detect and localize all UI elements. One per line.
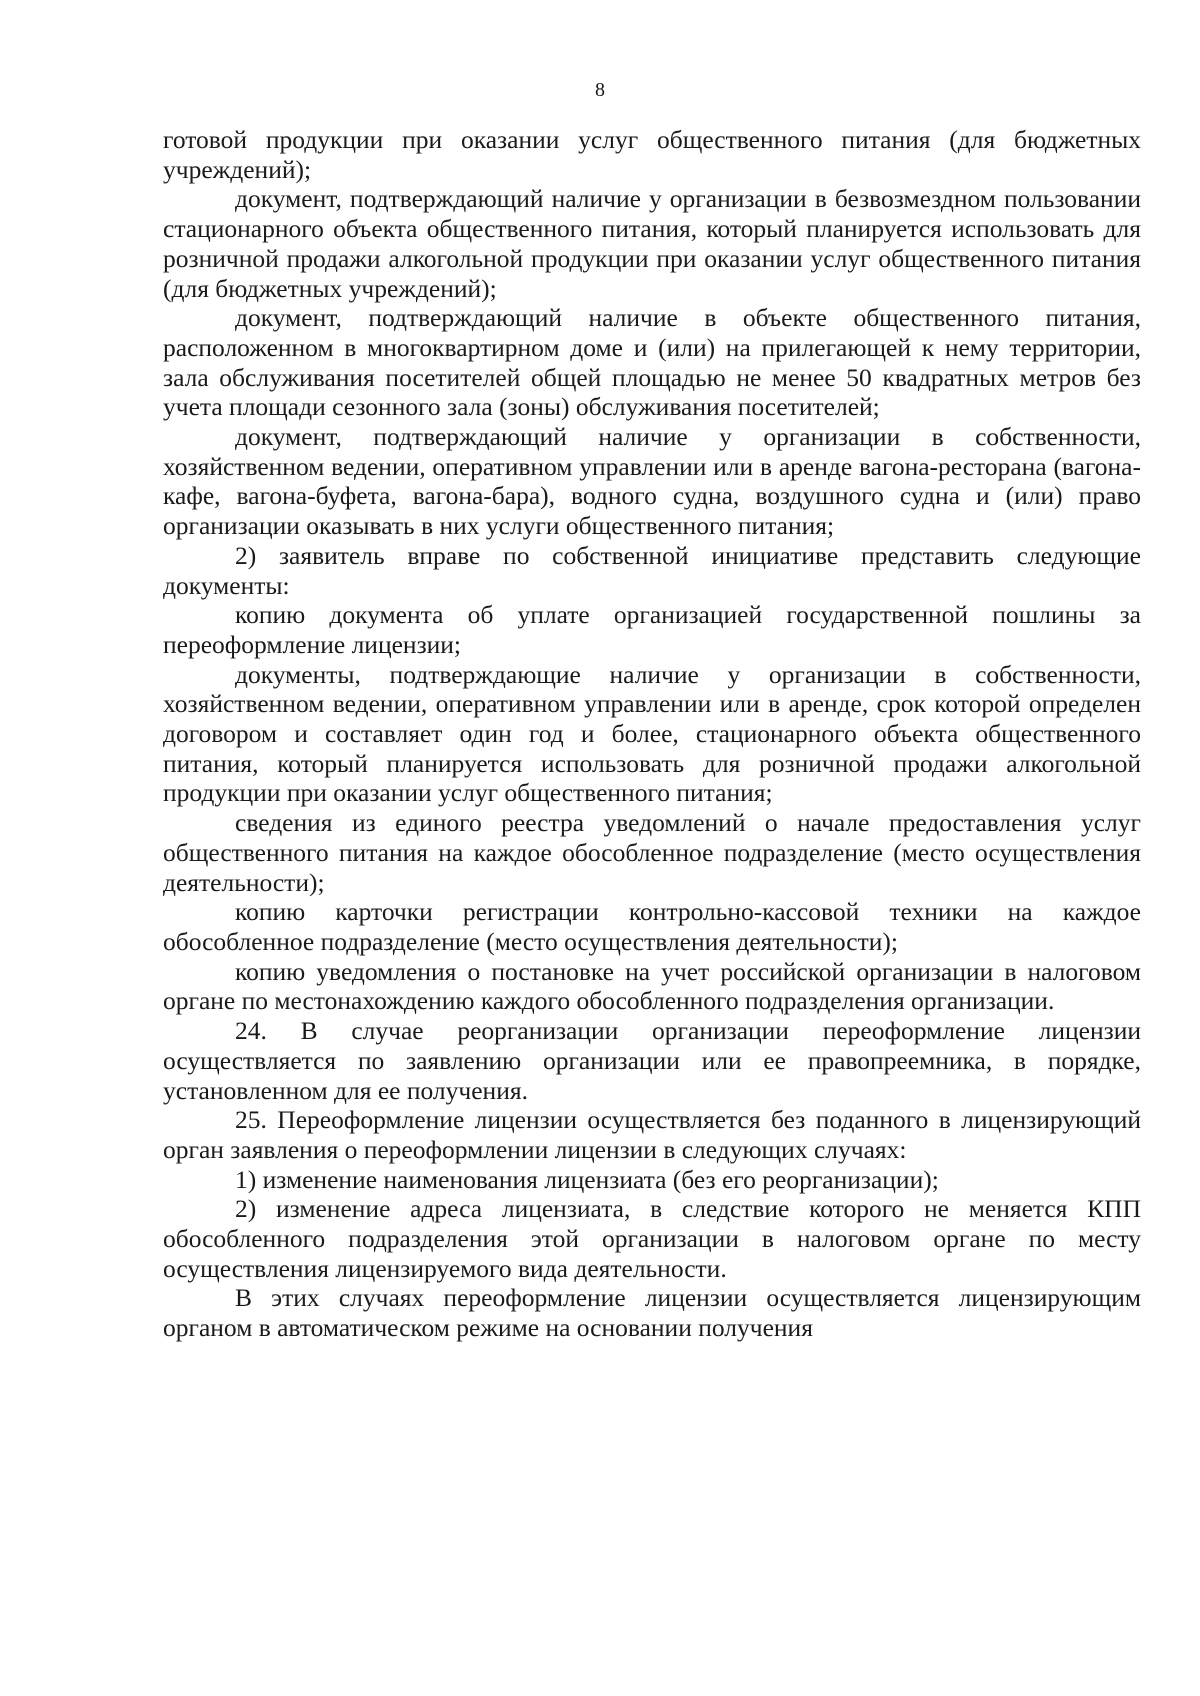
- paragraph: документ, подтверждающий наличие у организации в безвозмездном пользовании стационарного объекта общественного питания, который планируется использовать для розничной продажи алкогольной продукции при оказании услуг общественного питания (для бюджетных учреждений);: [163, 184, 1141, 303]
- paragraph: документ, подтверждающий наличие в объекте общественного питания, расположенном в многоквартирном доме и (или) на прилегающей к нему территории, зала обслуживания посетителей общей площадью не менее 50 квадратных метров без учета площади сезонного зала (зоны) обслуживания посетителей;: [163, 303, 1141, 422]
- paragraph: копию документа об уплате организацией государственной пошлины за переоформление лицензии;: [163, 600, 1141, 659]
- paragraph: копию карточки регистрации контрольно-кассовой техники на каждое обособленное подразделение (место осуществления деятельности);: [163, 897, 1141, 956]
- paragraph: документ, подтверждающий наличие у организации в собственности, хозяйственном ведении, оперативном управлении или в аренде вагона-ресторана (вагона-кафе, вагона-буфета, вагона-бара), водного судна, воздушного судна и (или) право организации оказывать в них услуги общественного питания;: [163, 422, 1141, 541]
- paragraph-item-24: 24. В случае реорганизации организации переоформление лицензии осуществляется по заявлению организации или ее правопреемника, в порядке, установленном для ее получения.: [163, 1016, 1141, 1105]
- paragraph: 2) заявитель вправе по собственной инициативе представить следующие документы:: [163, 540, 1141, 600]
- document-body: [163, 125, 1141, 1343]
- paragraph: копию уведомления о постановке на учет российской организации в налоговом органе по местонахождению каждого обособленного подразделения организации.: [163, 956, 1141, 1016]
- paragraph: документы, подтверждающие наличие у организации в собственности, хозяйственном ведении, оперативном управлении или в аренде, срок которой определен договором и составляет один год и более, стационарного объекта общественного питания, который планируется использовать для розничной продажи алкогольной продукции при оказании услуг общественного питания;: [163, 659, 1141, 808]
- paragraph-continuation: готовой продукции при оказании услуг общественного питания (для бюджетных учреждений);: [163, 125, 1141, 184]
- paragraph: 1) изменение наименования лицензиата (без его реорганизации);: [235, 1164, 939, 1194]
- paragraph: 2) изменение адреса лицензиата, в следствие которого не меняется КПП обособленного подразделения этой организации в налоговом органе по месту осуществления лицензируемого вида деятельности.: [163, 1194, 1141, 1283]
- paragraph: сведения из единого реестра уведомлений о начале предоставления услуг общественного питания на каждое обособленное подразделение (место осуществления деятельности);: [163, 808, 1141, 897]
- paragraph: В этих случаях переоформление лицензии осуществляется лицензирующим органом в автоматическом режиме на основании получения: [163, 1283, 1141, 1343]
- paragraph-item-25: 25. Переоформление лицензии осуществляется без поданного в лицензирующий орган заявления о переоформлении лицензии в следующих случаях:: [163, 1105, 1141, 1164]
- page-number: 8: [595, 79, 605, 101]
